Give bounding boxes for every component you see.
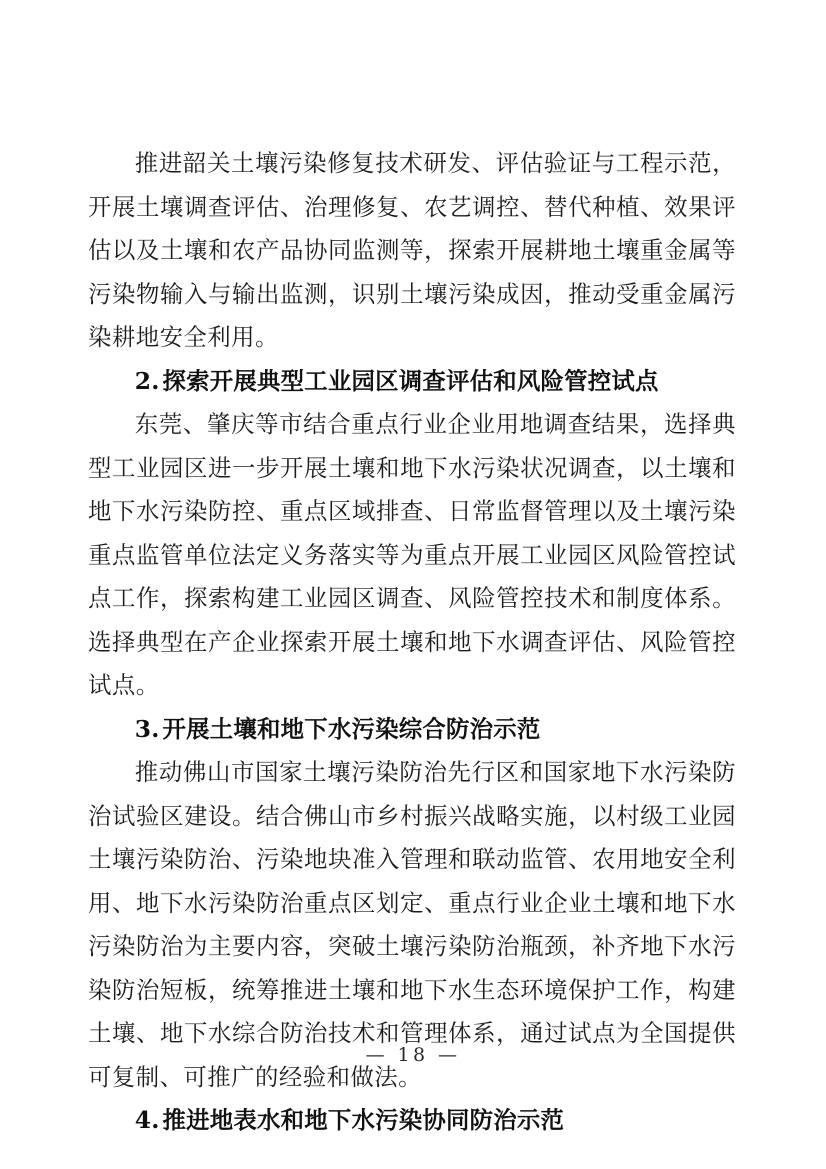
heading-text: 开展土壤和地下水污染综合防治示范 <box>162 714 541 743</box>
heading-3-comprehensive-prevention-demo <box>88 708 736 752</box>
heading-number: 4. <box>134 1106 160 1134</box>
heading-text: 推进地表水和地下水污染协同防治示范 <box>162 1106 565 1134</box>
page-content-area <box>88 142 736 1143</box>
heading-text: 探索开展典型工业园区调查评估和风险管控试点 <box>162 366 659 395</box>
heading-number: 3. <box>134 714 160 743</box>
paragraph-foshan-pilot-zone: 推动佛山市国家土壤污染防治先行区和国家地下水污染防治试验区建设。结合佛山市乡村振兴战略实施，以村级工业园土壤污染防治、污染地块准入管理和联动监管、农用地安全利用、地下水污染防治重点区划定、重点行业企业土壤和地下水污染防治为主要内容，突破土壤污染防治瓶颈，补齐地下水污染防治短板，统筹推进土壤和地下水生态环境保护工作，构建土壤、地下水综合防治技术和管理体系，通过试点为全国提供可复制、可推广的经验和做法。 <box>88 758 736 1091</box>
page-number-footer: — 18 — <box>365 1044 461 1066</box>
paragraph-shaoguan-soil-remediation: 推进韶关土壤污染修复技术研发、评估验证与工程示范，开展土壤调查评估、治理修复、农艺调控、替代种植、效果评估以及土壤和农产品协同监测等，探索开展耕地土壤重金属等污染物输入与输出监测，识别土壤污染成因，推动受重金属污染耕地安全利用。 <box>88 149 736 351</box>
heading-4-surface-groundwater-coordination <box>88 1099 736 1143</box>
paragraph-dongguan-zhaoqing-industrial-park: 东莞、肇庆等市结合重点行业企业用地调查结果，选择典型工业园区进一步开展土壤和地下水污染状况调查，以土壤和地下水污染防控、重点区域排查、日常监督管理以及土壤污染重点监管单位法定义务落实等为重点开展工业园区风险管控试点工作，探索构建工业园区调查、风险管控技术和制度体系。选择典型在产企业探索开展土壤和地下水调查评估、风险管控试点。 <box>88 410 736 699</box>
heading-2-industrial-park-survey <box>88 360 736 404</box>
heading-number: 2. <box>134 366 160 395</box>
